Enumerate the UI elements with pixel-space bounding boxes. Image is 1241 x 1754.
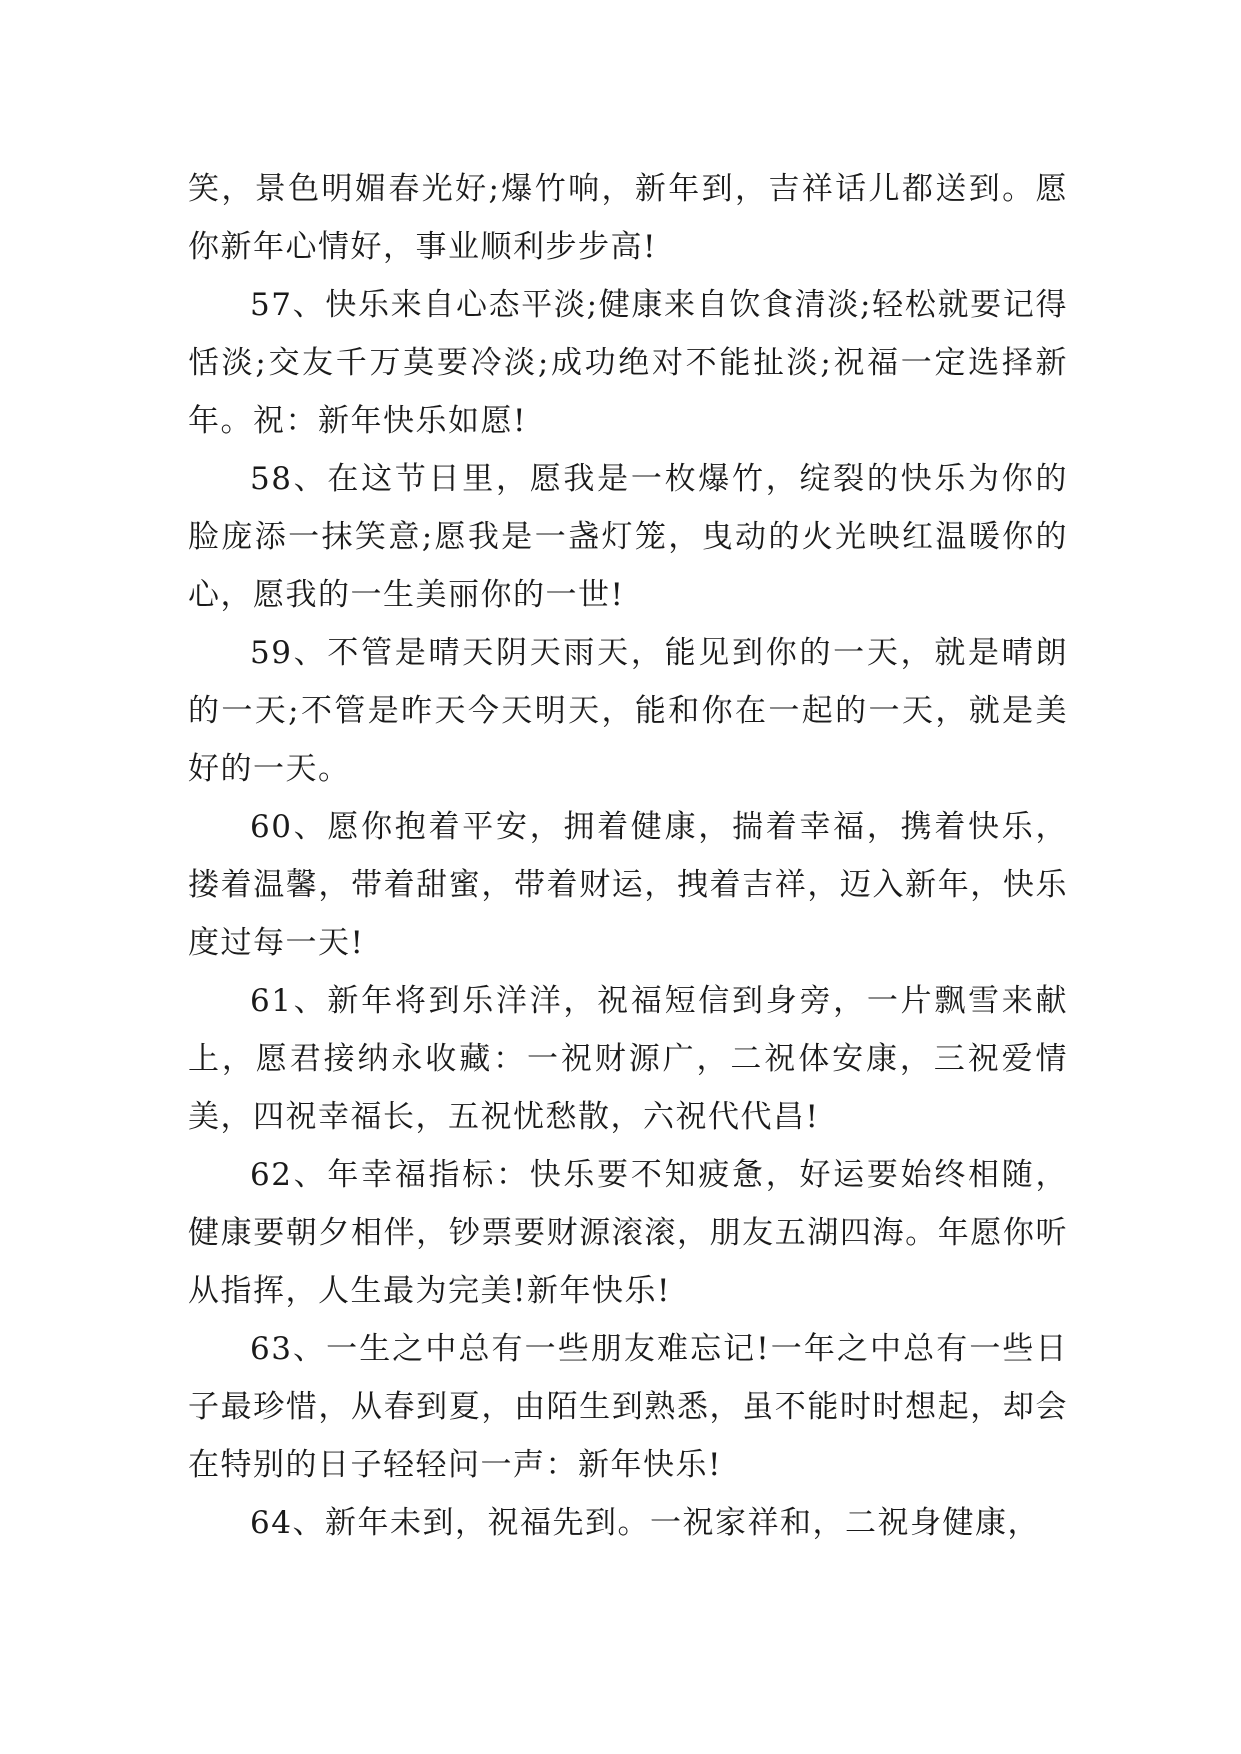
document-body <box>188 160 1068 1552</box>
paragraph-58: 58、在这节日里，愿我是一枚爆竹，绽裂的快乐为你的脸庞添一抹笑意;愿我是一盏灯笼，曳动的火光映红温暖你的心，愿我的一生美丽你的一世! <box>188 461 1068 613</box>
paragraph-59: 59、不管是晴天阴天雨天，能见到你的一天，就是晴朗的一天;不管是昨天今天明天，能和你在一起的一天，就是美好的一天。 <box>188 635 1068 787</box>
paragraph-60: 60、愿你抱着平安，拥着健康，揣着幸福，携着快乐，搂着温馨，带着甜蜜，带着财运，拽着吉祥，迈入新年，快乐度过每一天! <box>188 809 1068 961</box>
paragraph-62: 62、年幸福指标：快乐要不知疲惫，好运要始终相随，健康要朝夕相伴，钞票要财源滚滚，朋友五湖四海。年愿你听从指挥，人生最为完美!新年快乐! <box>188 1157 1068 1309</box>
paragraph-57: 57、快乐来自心态平淡;健康来自饮食清淡;轻松就要记得恬淡;交友千万莫要冷淡;成功绝对不能扯淡;祝福一定选择新年。祝：新年快乐如愿! <box>188 287 1068 439</box>
paragraph-63: 63、一生之中总有一些朋友难忘记!一年之中总有一些日子最珍惜，从春到夏，由陌生到熟悉，虽不能时时想起，却会在特别的日子轻轻问一声：新年快乐! <box>188 1331 1068 1483</box>
paragraph-continuation: 笑，景色明媚春光好;爆竹响，新年到，吉祥话儿都送到。愿你新年心情好，事业顺利步步高! <box>188 171 1068 265</box>
paragraph-64: 64、新年未到，祝福先到。一祝家祥和，二祝身健康， <box>250 1505 1040 1541</box>
paragraph-61: 61、新年将到乐洋洋，祝福短信到身旁，一片飘雪来献上，愿君接纳永收藏：一祝财源广，二祝体安康，三祝爱情美，四祝幸福长，五祝忧愁散，六祝代代昌! <box>188 983 1068 1135</box>
